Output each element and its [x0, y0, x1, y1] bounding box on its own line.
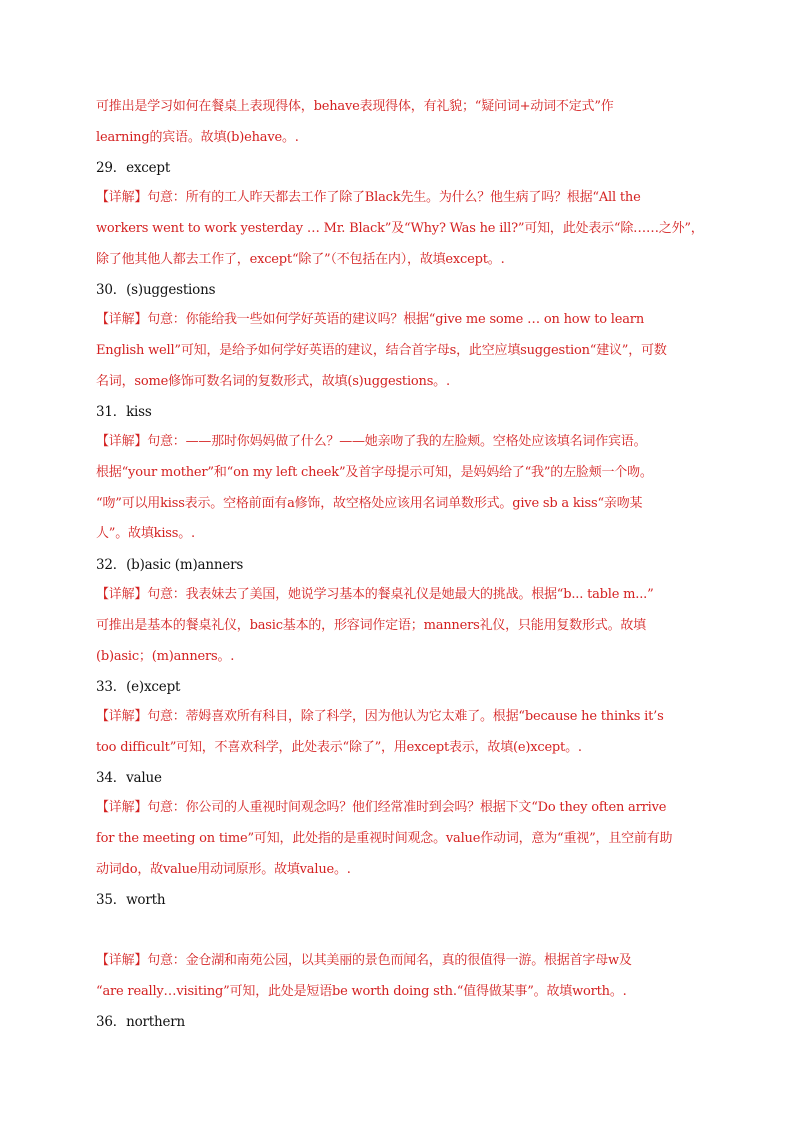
answer-explanation-line: 名词，some修饰可数名词的复数形式，故填(s)uggestions。.	[96, 374, 450, 389]
answer-explanation-line: 动词do，故value用动词原形。故填value。.	[96, 862, 351, 877]
answer-explanation-line: learning的宾语。故填(b)ehave。.	[96, 130, 299, 145]
answer-item-31: 31．kiss	[96, 404, 152, 420]
answer-explanation-line: English well”可知，是给予如何学好英语的建议，结合首字母s，此空应填suggestion“建议”，可数	[96, 343, 667, 358]
answer-explanation-line: too difficult”可知，不喜欢科学，此处表示“除了”，用except表示，故填(e)xcept。.	[96, 740, 582, 755]
answer-item-30: 30．(s)uggestions	[96, 282, 216, 298]
answer-explanation-line: 【详解】句意：你能给我一些如何学好英语的建议吗？根据“give me some … on how to learn	[96, 312, 644, 327]
answer-item-29: 29．except	[96, 160, 171, 176]
answer-explanation-line: 【详解】句意：金仓湖和南苑公园，以其美丽的景色而闻名，真的很值得一游。根据首字母w及	[96, 953, 632, 968]
answer-explanation-line: “are really…visiting”可知，此处是短语be worth doing sth.“值得做某事”。故填worth。.	[96, 984, 627, 999]
answer-explanation-line: 【详解】句意：——那时你妈妈做了什么？——她亲吻了我的左脸颊。空格处应该填名词作宾语。	[96, 434, 647, 449]
answer-item-36: 36．northern	[96, 1014, 186, 1030]
answer-item-34: 34．value	[96, 770, 162, 786]
answer-item-33: 33．(e)xcept	[96, 679, 181, 695]
answer-explanation-line: 根据“your mother”和“on my left cheek”及首字母提示可知，是妈妈给了“我”的左脸颊一个吻。	[96, 465, 653, 480]
answer-explanation-line: “吻”可以用kiss表示。空格前面有a修饰，故空格处应该用名词单数形式。give sb a kiss“亲吻某	[96, 496, 643, 511]
answer-explanation-line: (b)asic；(m)anners。.	[96, 649, 235, 664]
answer-explanation-line: 除了他其他人都去工作了，except“除了”（不包括在内），故填except。.	[96, 252, 505, 267]
answer-explanation-line: workers went to work yesterday … Mr. Black”及“Why? Was he ill?”可知，此处表示“除……之外”，	[96, 221, 704, 236]
answer-item-32: 32．(b)asic (m)anners	[96, 557, 244, 573]
answer-explanation-line: 【详解】句意：所有的工人昨天都去工作了除了Black先生。为什么？他生病了吗？根据“All the	[96, 190, 641, 205]
answer-explanation-line: 人”。故填kiss。.	[96, 526, 195, 541]
answer-explanation-line: for the meeting on time”可知，此处指的是重视时间观念。value作动词，意为“重视”，且空前有助	[96, 831, 673, 846]
answer-explanation-line: 【详解】句意：蒂姆喜欢所有科目，除了科学，因为他认为它太难了。根据“because he thinks it’s	[96, 709, 664, 724]
answer-explanation-line: 可推出是基本的餐桌礼仪，basic基本的，形容词作定语；manners礼仪，只能用复数形式。故填	[96, 618, 646, 633]
answer-explanation-line: 可推出是学习如何在餐桌上表现得体，behave表现得体，有礼貌；“疑问词+动词不定式”作	[96, 99, 614, 114]
answer-explanation-line: 【详解】句意：你公司的人重视时间观念吗？他们经常准时到会吗？根据下文“Do they often arrive	[96, 800, 667, 815]
answer-item-35: 35．worth	[96, 892, 166, 908]
answer-explanation-line: 【详解】句意：我表妹去了美国，她说学习基本的餐桌礼仪是她最大的挑战。根据“b... table m...”	[96, 587, 654, 602]
